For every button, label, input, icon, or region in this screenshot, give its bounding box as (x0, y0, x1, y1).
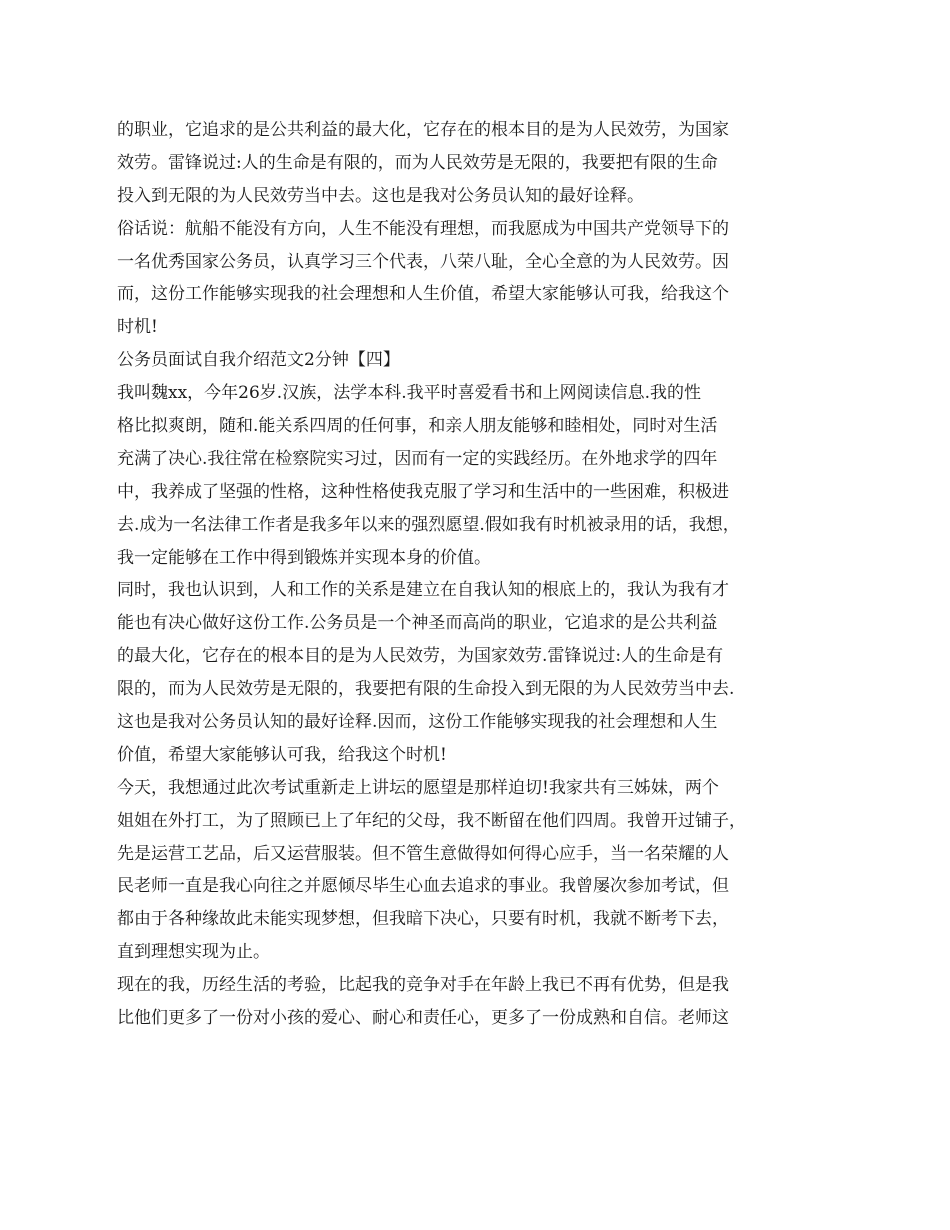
text-line: 能也有决心做好这份工作.公务员是一个神圣而高尚的职业，它追求的是公共利益 (117, 613, 718, 634)
text-line: 中，我养成了坚强的性格，这种性格使我克服了学习和生活中的一些困难，积极进 (117, 481, 729, 502)
text-line: 现在的我，历经生活的考验，比起我的竞争对手在年龄上我已不再有优势，但是我 (117, 975, 729, 996)
document-body (117, 114, 833, 1035)
text-line: 民老师一直是我心向往之并愿倾尽毕生心血去追求的事业。我曾屡次参加考试，但 (117, 876, 729, 897)
text-line: 同时，我也认识到，人和工作的关系是建立在自我认知的根底上的，我认为我有才 (117, 580, 729, 601)
text-line: 都由于各种缘故此未能实现梦想，但我暗下决心，只要有时机，我就不断考下去， (117, 909, 729, 930)
text-line: 一名优秀国家公务员，认真学习三个代表，八荣八耻，全心全意的为人民效劳。因 (117, 251, 729, 272)
text-line: 这也是我对公务员认知的最好诠释.因而，这份工作能够实现我的社会理想和人生 (117, 712, 718, 733)
text-line: 俗话说：航船不能没有方向，人生不能没有理想，而我愿成为中国共产党领导下的 (117, 218, 729, 239)
text-line: 的最大化，它存在的根本目的是为人民效劳，为国家效劳.雷锋说过:人的生命是有 (117, 646, 724, 667)
text-line: 价值，希望大家能够认可我，给我这个时机! (117, 744, 447, 765)
text-line: 今天，我想通过此次考试重新走上讲坛的愿望是那样迫切!我家共有三姊妹，两个 (117, 777, 719, 798)
text-line: 先是运营工艺品，后又运营服装。但不管生意做得如何得心应手，当一名荣耀的人 (117, 843, 729, 864)
section-heading: 公务员面试自我介绍范文2分钟【四】 (117, 350, 400, 371)
text-line: 直到理想实现为止。 (117, 942, 270, 963)
text-line: 而，这份工作能够实现我的社会理想和人生价值，希望大家能够认可我，给我这个 (117, 284, 729, 305)
text-line: 投入到无限的为人民效劳当中去。这也是我对公务员认知的最好诠释。 (117, 185, 644, 206)
text-line: 我叫魏xx，今年26岁.汉族，法学本科.我平时喜爱看书和上网阅读信息.我的性 (117, 383, 702, 404)
text-line: 效劳。雷锋说过:人的生命是有限的，而为人民效劳是无限的，我要把有限的生命 (117, 152, 718, 173)
text-line: 去.成为一名法律工作者是我多年以来的强烈愿望.假如我有时机被录用的话，我想， (117, 514, 740, 535)
text-line: 格比拟爽朗，随和.能关系四周的任何事，和亲人朋友能够和睦相处，同时对生活 (117, 416, 718, 437)
text-line: 时机! (117, 317, 158, 338)
text-line: 姐姐在外打工，为了照顾已上了年纪的父母，我不断留在他们四周。我曾开过铺子， (117, 810, 746, 831)
text-line: 我一定能够在工作中得到锻炼并实现本身的价值。 (117, 547, 491, 568)
text-line: 限的，而为人民效劳是无限的，我要把有限的生命投入到无限的为人民效劳当中去. (117, 679, 735, 700)
text-line: 的职业，它追求的是公共利益的最大化，它存在的根本目的是为人民效劳，为国家 (117, 120, 729, 140)
text-line: 充满了决心.我往常在检察院实习过，因而有一定的实践经历。在外地求学的四年 (117, 448, 718, 469)
text-line: 比他们更多了一份对小孩的爱心、耐心和责任心，更多了一份成熟和自信。老师这 (117, 1008, 729, 1029)
